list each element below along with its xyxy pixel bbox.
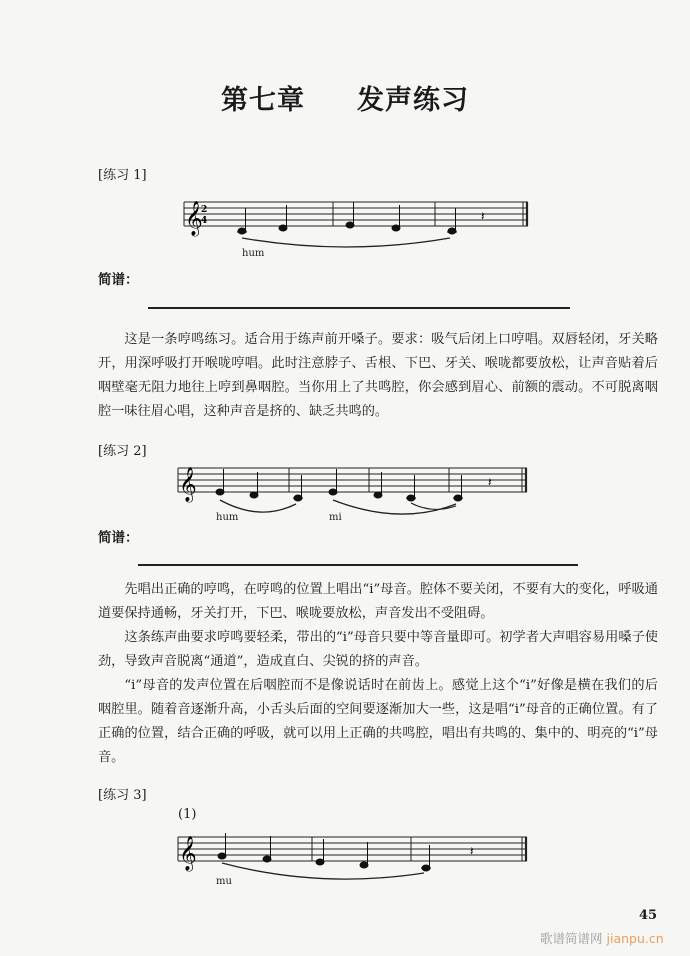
exercise-3-label: [练习 3] (98, 788, 147, 803)
paragraph: 先唱出正确的哼鸣，在哼鸣的位置上唱出“i”母音。腔体不要关闭，不要有大的变化，呼吸通道要保持通畅，牙关打开，下巴、喉咙要放松，声音发出不受阻碍。 (98, 582, 658, 621)
exercise-3-sub-number: (1) (178, 807, 197, 822)
watermark-cn: 歌谱简谱网 (540, 931, 603, 946)
exercise-1-label: [练习 1] (98, 168, 147, 183)
music-staff-1 (176, 190, 536, 265)
svg-text:𝄽: 𝄽 (488, 475, 492, 489)
exercise-2-description (98, 578, 658, 770)
chapter-name: 发声练习 (357, 85, 469, 116)
exercise-2-lyric-2: mi (329, 512, 342, 523)
paragraph: 这是一条哼鸣练习。适合用于练声前开嗓子。要求：吸气后闭上口哼唱。双唇轻闭，牙关略开，用深呼吸打开喉咙哼唱。此时注意脖子、舌根、下巴、牙关、喉咙都要放松，让声音贴着后咽壁毫无阻力地往上哼到鼻咽腔。当你用上了共鸣腔，你会感到眉心、前额的震动。不可脱离咽腔一味往眉心唱，这种声音是挤的、缺乏共鸣的。 (98, 332, 658, 419)
page-number: 45 (639, 908, 658, 923)
watermark-latin: jianpu.cn (606, 931, 664, 946)
svg-text:𝄽: 𝄽 (470, 844, 474, 858)
watermark (540, 929, 664, 947)
exercise-2-lyric-1: hum (216, 512, 239, 523)
svg-text:𝄽: 𝄽 (481, 209, 485, 223)
exercise-3-lyric: mu (216, 876, 232, 887)
paragraph: 这条练声曲要求哼鸣要轻柔，带出的“i”母音只要中等音量即可。初学者大声唱容易用嗓子使劲，导致声音脱离“通道”，造成直白、尖锐的挤的声音。 (98, 630, 658, 669)
exercise-1-jianpu-label: 简谱： (98, 272, 139, 288)
treble-clef-icon: 𝄞 (179, 836, 197, 871)
treble-clef-icon: 𝄞 (185, 201, 203, 236)
paragraph: “i”母音的发声位置在后咽腔而不是像说话时在前齿上。感觉上这个“i”好像是横在我们的后咽腔里。随着音逐渐升高，小舌头后面的空间要逐渐加大一些，这是唱“i”母音的正确位置。有了正确的位置，结合正确的呼吸，就可以用上正确的共鸣腔，唱出有共鸣的、集中的、明亮的“i”母音。 (98, 678, 658, 765)
svg-text:2: 2 (201, 205, 208, 215)
exercise-2-jianpu-blank-line (138, 564, 578, 566)
exercise-1-description (98, 328, 658, 424)
treble-clef-icon: 𝄞 (179, 467, 197, 502)
exercise-1-jianpu-blank-line (148, 307, 570, 309)
exercise-2-label: [练习 2] (98, 444, 147, 459)
exercise-1-staff (176, 190, 536, 265)
exercise-1-lyric: hum (242, 248, 265, 259)
chapter-title (0, 78, 690, 117)
exercise-2-jianpu-label: 简谱： (98, 530, 139, 546)
svg-text:4: 4 (201, 216, 208, 226)
chapter-number: 第七章 (221, 85, 305, 116)
